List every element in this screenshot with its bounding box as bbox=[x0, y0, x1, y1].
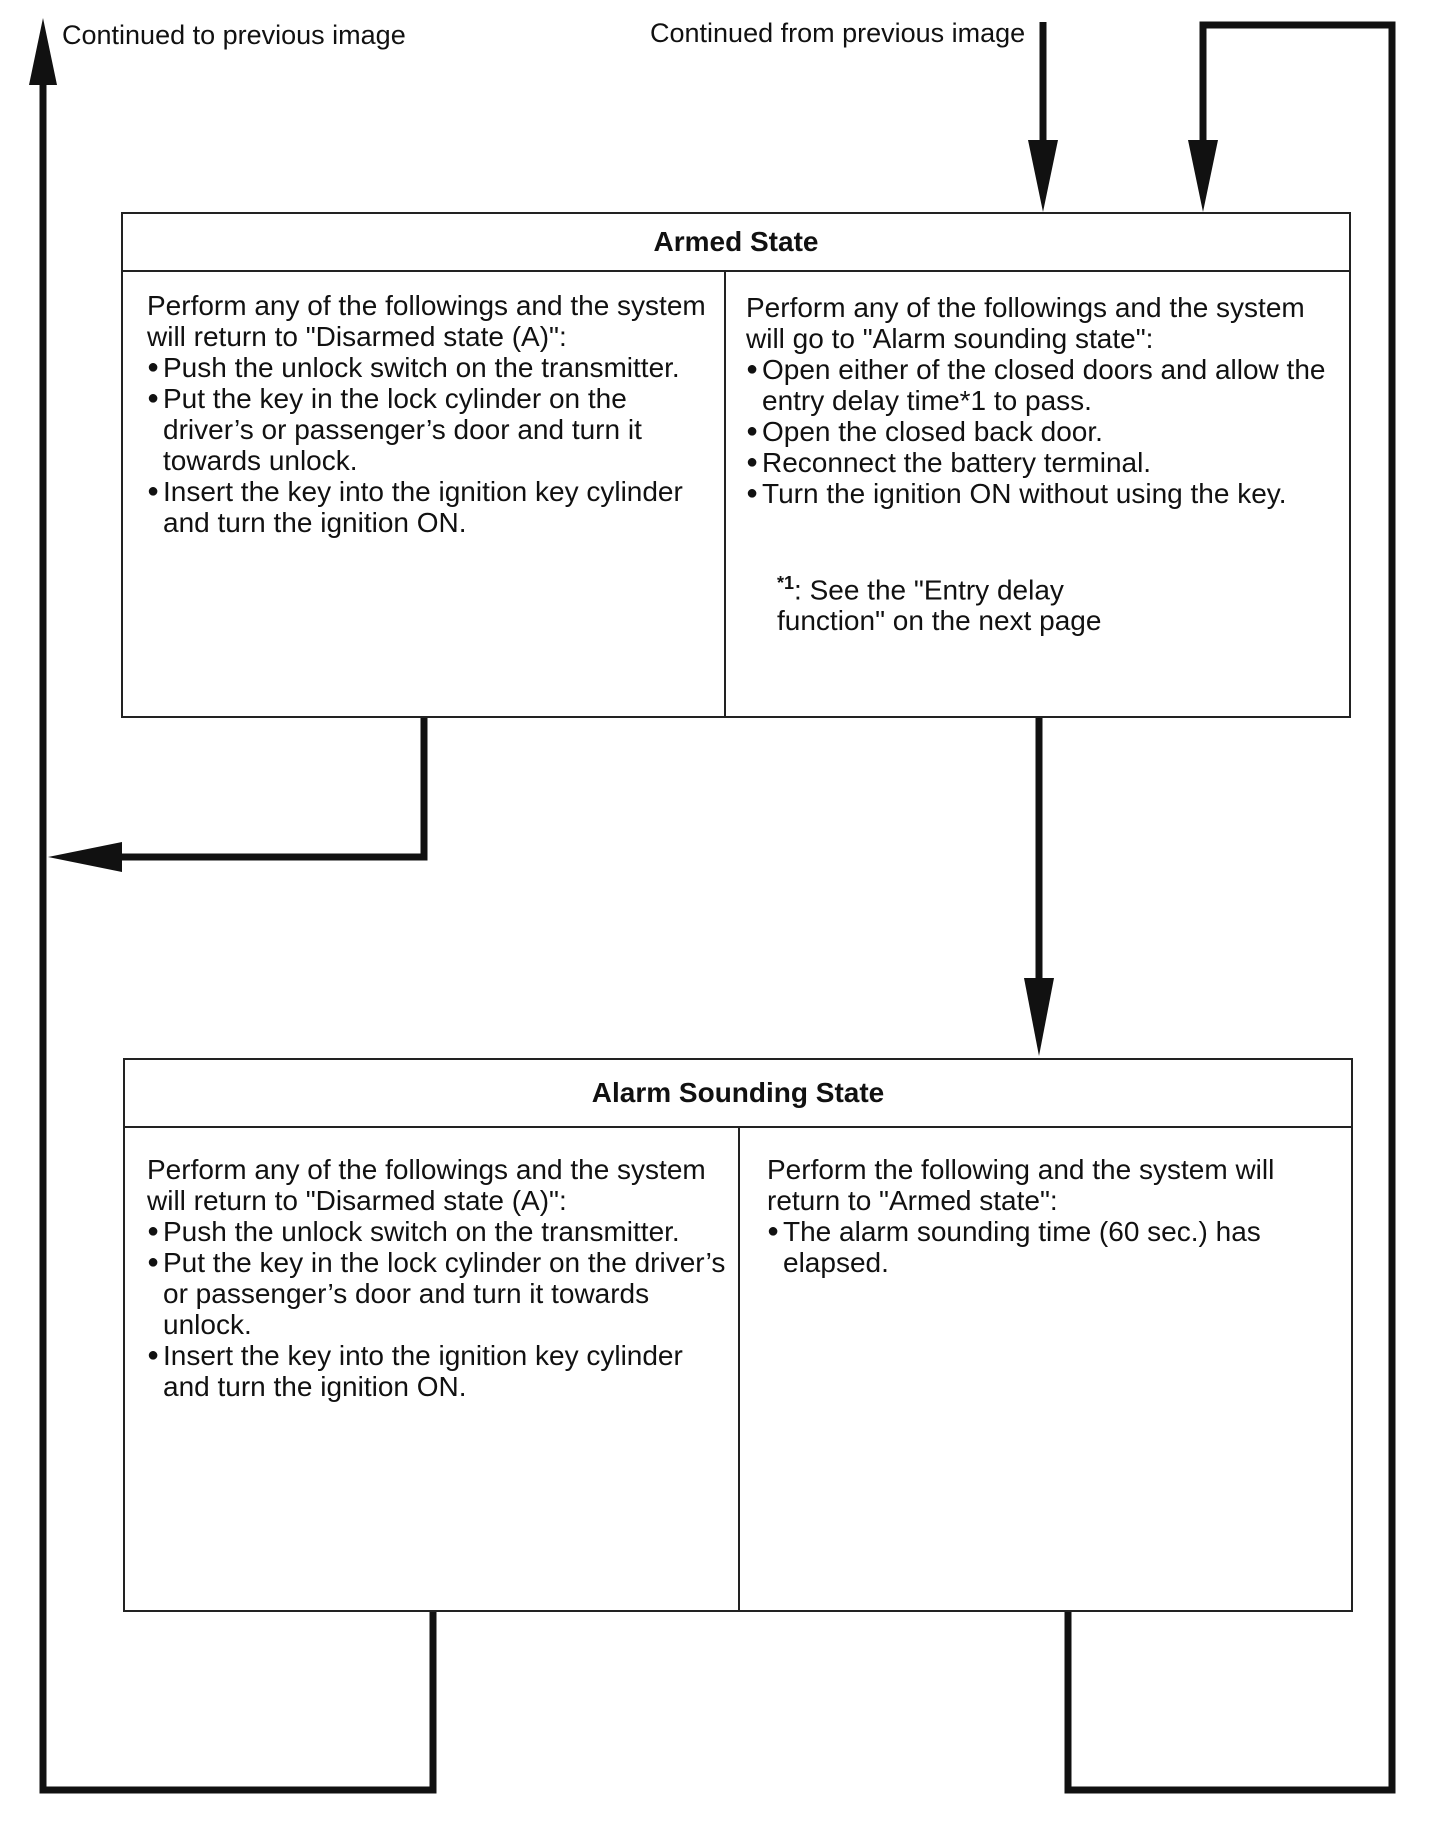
arrow-down-from-previous bbox=[1028, 140, 1058, 212]
armed-state-title: Armed State bbox=[123, 214, 1349, 272]
alarm-left-intro: Perform any of the followings and the system will return to "Disarmed state (A)": bbox=[147, 1154, 706, 1216]
armed-state-box bbox=[121, 212, 1351, 718]
list-item: ● Insert the key into the ignition key cylinder and turn the ignition ON. bbox=[147, 476, 713, 538]
alarm-right-intro: Perform the following and the system will return to "Armed state": bbox=[767, 1154, 1275, 1216]
list-item: ● Push the unlock switch on the transmitter. bbox=[147, 352, 713, 383]
list-item: ● The alarm sounding time (60 sec.) has elapsed. bbox=[767, 1216, 1337, 1278]
list-item: ● Turn the ignition ON without using the key. bbox=[746, 478, 1338, 509]
list-item: ● Put the key in the lock cylinder on the driver’s or passenger’s door and turn it towards unlock. bbox=[147, 1247, 727, 1340]
armed-right-list bbox=[746, 354, 1338, 509]
note-text: : See the "Entry delay function" on the next page bbox=[777, 574, 1102, 637]
list-item: ● Reconnect the battery terminal. bbox=[746, 447, 1338, 478]
alarm-state-title: Alarm Sounding State bbox=[125, 1060, 1351, 1128]
arrow-left-disarmed bbox=[48, 842, 122, 872]
entry-delay-note bbox=[777, 568, 1107, 636]
alarm-left-list bbox=[147, 1216, 727, 1402]
alarm-right-list bbox=[767, 1216, 1337, 1278]
armed-left-column bbox=[147, 290, 713, 538]
armed-left-intro: Perform any of the followings and the system will return to "Disarmed state (A)": bbox=[147, 290, 706, 352]
armed-right-column bbox=[746, 292, 1338, 509]
armed-divider bbox=[724, 272, 726, 716]
continued-from-label: Continued from previous image bbox=[650, 18, 1026, 48]
list-item: ● Insert the key into the ignition key cylinder and turn the ignition ON. bbox=[147, 1340, 727, 1402]
alarm-divider bbox=[738, 1128, 740, 1610]
list-item: ● Open either of the closed doors and allow the entry delay time*1 to pass. bbox=[746, 354, 1338, 416]
note-mark: *1 bbox=[777, 573, 795, 593]
alarm-state-box bbox=[123, 1058, 1353, 1612]
arrow-down-to-alarm bbox=[1024, 978, 1054, 1056]
armed-left-list bbox=[147, 352, 713, 538]
arrow-up-continued-to bbox=[29, 18, 57, 85]
list-item: ● Put the key in the lock cylinder on the driver’s or passenger’s door and turn it towards unlock. bbox=[147, 383, 713, 476]
continued-to-label: Continued to previous image bbox=[62, 20, 406, 50]
line-armed-to-disarmed bbox=[120, 716, 424, 857]
list-item: ● Push the unlock switch on the transmitter. bbox=[147, 1216, 727, 1247]
list-item: ● Open the closed back door. bbox=[746, 416, 1338, 447]
alarm-right-column bbox=[767, 1154, 1337, 1278]
armed-right-intro: Perform any of the followings and the system will go to "Alarm sounding state": bbox=[746, 292, 1305, 354]
arrow-down-loop-armed bbox=[1188, 140, 1218, 212]
alarm-left-column bbox=[147, 1154, 727, 1402]
